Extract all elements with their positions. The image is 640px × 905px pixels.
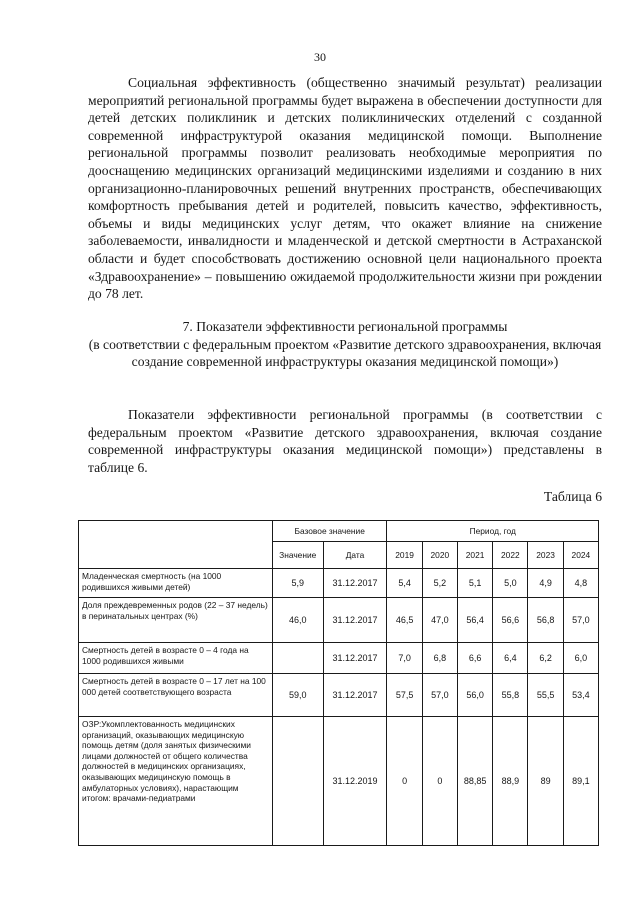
- header-date: Дата: [323, 542, 387, 569]
- indicator-name: Смертность детей в возрасте 0 – 4 года на 1000 родившихся живыми: [79, 643, 273, 674]
- section-heading: [88, 318, 602, 371]
- year-value: 88,9: [493, 717, 528, 846]
- year-value: 89,1: [563, 717, 598, 846]
- year-value: 7,0: [387, 643, 422, 674]
- header-year: 2022: [493, 542, 528, 569]
- year-value: 55,8: [493, 674, 528, 717]
- header-year: 2021: [457, 542, 492, 569]
- table-row: [79, 643, 599, 674]
- base-date: 31.12.2017: [323, 674, 387, 717]
- base-value: 59,0: [272, 674, 323, 717]
- year-value: 5,2: [422, 569, 457, 598]
- year-value: 56,6: [493, 598, 528, 643]
- year-value: 56,8: [528, 598, 563, 643]
- base-value: 46,0: [272, 598, 323, 643]
- year-value: 57,5: [387, 674, 422, 717]
- indicator-name: ОЗР:Укомплектованность медицинских организаций, оказывающих медицинскую помощь детям (доля занятых физическими лицами должностей от общего количества должностей в медицинских организациях, оказывающих медицинскую помощь в амбулаторных условиях), нарастающим итогом: врачами-педиатрами: [79, 717, 273, 846]
- header-year: 2024: [563, 542, 598, 569]
- year-value: 6,8: [422, 643, 457, 674]
- year-value: 0: [387, 717, 422, 846]
- year-value: 4,9: [528, 569, 563, 598]
- header-indicator: [79, 521, 273, 569]
- table-row: [79, 674, 599, 717]
- base-date: 31.12.2017: [323, 643, 387, 674]
- year-value: 46,5: [387, 598, 422, 643]
- table-caption: Таблица 6: [543, 489, 602, 504]
- year-value: 57,0: [422, 674, 457, 717]
- year-value: 5,4: [387, 569, 422, 598]
- table-row: [79, 569, 599, 598]
- indicators-table: [78, 520, 599, 846]
- year-value: 47,0: [422, 598, 457, 643]
- header-base-value: Базовое значение: [272, 521, 387, 542]
- base-value: [272, 717, 323, 846]
- indicator-name: Доля преждевременных родов (22 – 37 недель) в перинатальных центрах (%): [79, 598, 273, 643]
- page-number: 30: [314, 50, 326, 64]
- section-heading-subtitle: (в соответствии с федеральным проектом «Развитие детского здравоохранения, включая создание современной инфраструктуры оказания медицинской помощи»): [88, 336, 602, 370]
- year-value: 53,4: [563, 674, 598, 717]
- table-row: [79, 598, 599, 643]
- year-value: 57,0: [563, 598, 598, 643]
- indicator-name: Смертность детей в возрасте 0 – 17 лет на 100 000 детей соответствующего возраста: [79, 674, 273, 717]
- base-value: 5,9: [272, 569, 323, 598]
- year-value: 88,85: [457, 717, 492, 846]
- base-date: 31.12.2017: [323, 569, 387, 598]
- year-value: 5,1: [457, 569, 492, 598]
- social-effectiveness-paragraph: Социальная эффективность (общественно значимый результат) реализации мероприятий региональной программы будет выражена в обеспечении доступности для детей детских поликлиник и детских поликлинических отделений с созданной современной инфраструктурой оказания медицинской помощи. Выполнение региональной программы позволит реализовать необходимые мероприятия по дооснащению медицинских организаций медицинскими изделиями и созданию в них организационно-планировочных решений внутренних пространств, обеспечивающих комфортность пребывания детей и родителей, повысить качество, эффективность, объемы и виды медицинских услуг детям, что окажет влияние на снижение заболеваемости, инвалидности и младенческой и детской смертности в Астраханской области и будет способствовать достижению основной цели национального проекта «Здравоохранение» – повышению ожидаемой продолжительности жизни при рождении до 78 лет.: [88, 75, 602, 302]
- year-value: 6,4: [493, 643, 528, 674]
- header-year: 2023: [528, 542, 563, 569]
- year-value: 56,0: [457, 674, 492, 717]
- year-value: 5,0: [493, 569, 528, 598]
- header-year: 2019: [387, 542, 422, 569]
- header-year: 2020: [422, 542, 457, 569]
- base-date: 31.12.2019: [323, 717, 387, 846]
- table-header-row: [79, 521, 599, 542]
- header-value: Значение: [272, 542, 323, 569]
- section-heading-title: 7. Показатели эффективности региональной программы: [182, 319, 508, 334]
- indicator-name: Младенческая смертность (на 1000 родившихся живыми детей): [79, 569, 273, 598]
- year-value: 56,4: [457, 598, 492, 643]
- year-value: 6,2: [528, 643, 563, 674]
- year-value: 4,8: [563, 569, 598, 598]
- year-value: 0: [422, 717, 457, 846]
- table-row: [79, 717, 599, 846]
- year-value: 55,5: [528, 674, 563, 717]
- year-value: 6,6: [457, 643, 492, 674]
- header-period: Период, год: [387, 521, 599, 542]
- base-date: 31.12.2017: [323, 598, 387, 643]
- base-value: [272, 643, 323, 674]
- year-value: 89: [528, 717, 563, 846]
- indicators-intro-paragraph: Показатели эффективности региональной программы (в соответствии с федеральным проектом «Развитие детского здравоохранения, включая создание современной инфраструктуры оказания медицинской помощи») представлены в таблице 6.: [88, 407, 602, 475]
- year-value: 6,0: [563, 643, 598, 674]
